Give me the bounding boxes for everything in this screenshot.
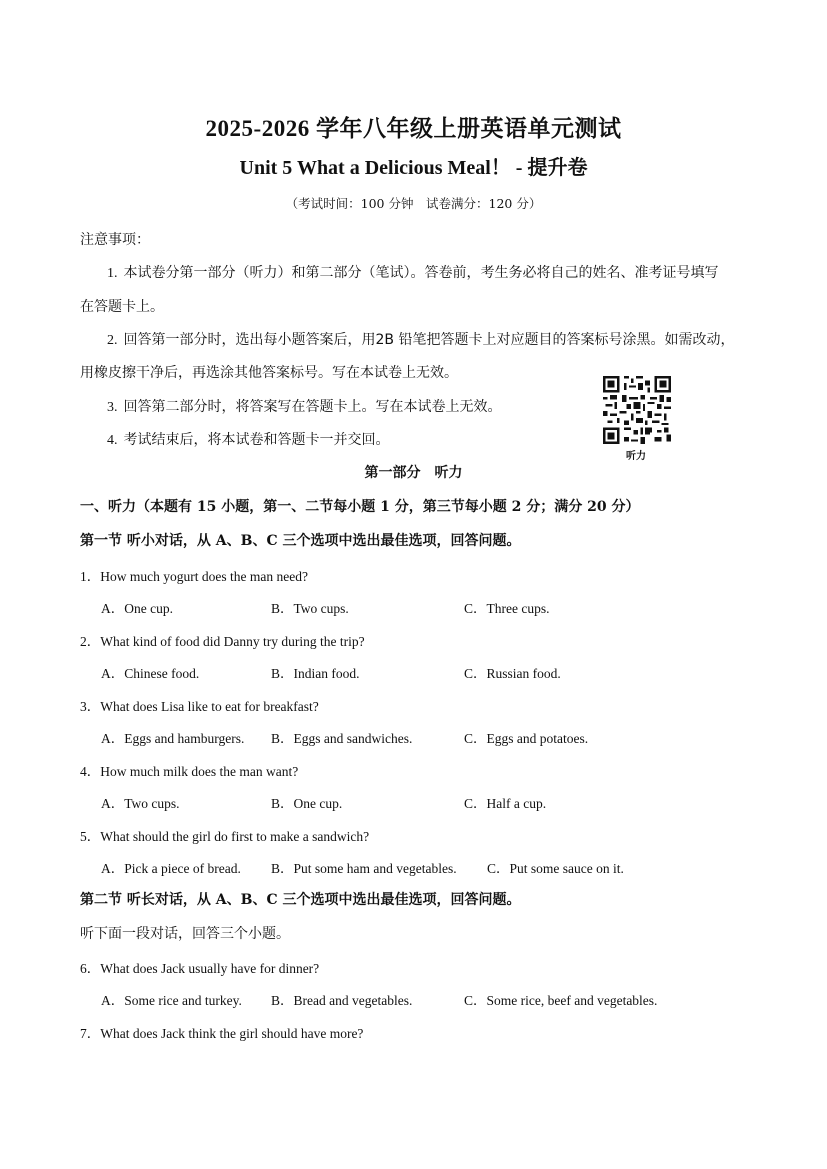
section2-instruction: 听下面一段对话，回答三个小题。 (80, 926, 290, 942)
q5-option-a[interactable]: A．Pick a piece of bread. (101, 861, 241, 876)
note-item-1-cont: 在答题卡上。 (80, 299, 164, 315)
note-item-1: 1. 本试卷分第一部分（听力）和第二部分（笔试）。答卷前，考生务必将自己的姓名、准考证号填写 (107, 265, 719, 281)
notes-heading: 注意事项： (80, 232, 150, 248)
note-item-2-cont: 用橡皮擦干净后，再选涂其他答案标号。写在本试卷上无效。 (80, 365, 458, 381)
qr-code-icon (601, 376, 673, 444)
exam-info: （考试时间：100 分钟 试卷满分：120 分） (285, 196, 542, 211)
question-3: 3．What does Lisa like to eat for breakfast? (80, 699, 319, 714)
q4-option-c[interactable]: C．Half a cup. (464, 796, 547, 811)
q2-option-c[interactable]: C．Russian food. (464, 666, 561, 681)
note-item-3: 3. 回答第二部分时，将答案写在答题卡上。写在本试卷上无效。 (107, 399, 502, 415)
q2-option-b[interactable]: B．Indian food. (271, 666, 360, 681)
q1-option-b[interactable]: B．Two cups. (271, 601, 349, 616)
q3-option-c[interactable]: C．Eggs and potatoes. (464, 731, 589, 746)
question-7: 7．What does Jack think the girl should have more? (80, 1026, 364, 1041)
q4-option-a[interactable]: A．Two cups. (101, 796, 180, 811)
question-2: 2．What kind of food did Danny try during the trip? (80, 634, 365, 649)
q6-option-c[interactable]: C．Some rice, beef and vegetables. (464, 993, 658, 1008)
q1-option-a[interactable]: A．One cup. (101, 601, 173, 616)
qr-label: 听力 (626, 451, 646, 462)
question-4: 4．How much milk does the man want? (80, 764, 299, 779)
q1-option-c[interactable]: C．Three cups. (464, 601, 550, 616)
q6-option-b[interactable]: B．Bread and vegetables. (271, 993, 413, 1008)
q3-option-b[interactable]: B．Eggs and sandwiches. (271, 731, 413, 746)
q5-option-b[interactable]: B．Put some ham and vegetables. (271, 861, 457, 876)
question-5: 5．What should the girl do first to make a sandwich? (80, 829, 370, 844)
q4-option-b[interactable]: B．One cup. (271, 796, 343, 811)
note-item-4: 4. 考试结束后，将本试卷和答题卡一并交回。 (107, 432, 390, 448)
q3-option-a[interactable]: A．Eggs and hamburgers. (101, 731, 245, 746)
question-1: 1．How much yogurt does the man need? (80, 569, 308, 584)
part1-title: 第一部分 听力 (364, 465, 463, 481)
q5-option-c[interactable]: C．Put some sauce on it. (487, 861, 624, 876)
section2-heading: 第二节 听长对话，从 A、B、C 三个选项中选出最佳选项，回答问题。 (80, 892, 521, 908)
q2-option-a[interactable]: A．Chinese food. (101, 666, 200, 681)
page-title: 2025-2026 学年八年级上册英语单元测试 (205, 116, 622, 141)
listening-section-heading: 一、听力（本题有 15 小题，第一、二节每小题 1 分，第三节每小题 2 分；满分 20 分） (80, 499, 640, 515)
question-6: 6．What does Jack usually have for dinner? (80, 961, 320, 976)
section1-heading: 第一节 听小对话，从 A、B、C 三个选项中选出最佳选项，回答问题。 (80, 533, 521, 549)
q6-option-a[interactable]: A．Some rice and turkey. (101, 993, 242, 1008)
page-subtitle: Unit 5 What a Delicious Meal！ - 提升卷 (239, 157, 588, 179)
note-item-2: 2. 回答第一部分时，选出每小题答案后，用2B 铅笔把答题卡上对应题目的答案标号涂黑。如需改动， (107, 332, 735, 348)
